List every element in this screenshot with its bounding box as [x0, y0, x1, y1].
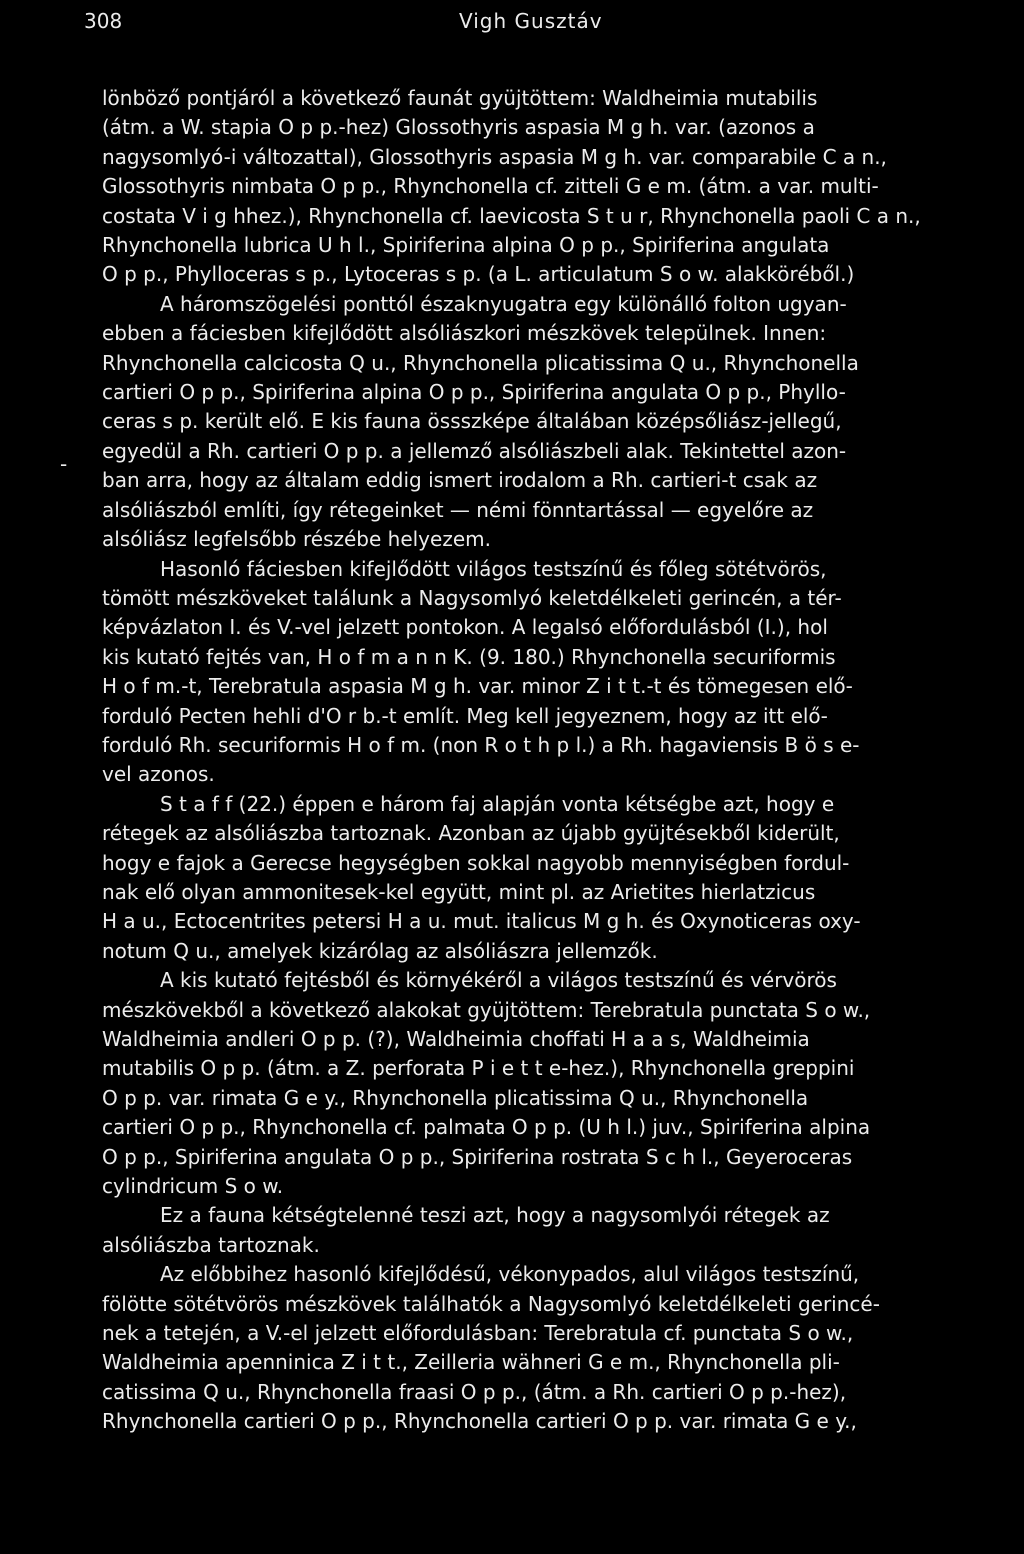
text-line: Hasonló fáciesben kifejlődött világos testszínű és főleg sötétvörös,: [160, 556, 827, 581]
text-line: alsóliászba tartoznak.: [102, 1232, 320, 1257]
text-line: képvázlaton I. és V.-vel jelzett pontokon. A legalsó előfordulásból (I.), hol: [102, 615, 828, 640]
text-line: notum Q u., amelyek kizárólag az alsóliászra jellemzők.: [102, 938, 658, 963]
text-line: ban arra, hogy az általam eddig ismert irodalom a Rh. cartieri-t csak az: [102, 468, 818, 493]
text-line: cartieri O p p., Spiriferina alpina O p p., Spiriferina angulata O p p., Phyllo-: [102, 380, 846, 405]
text-line: O p p. var. rimata G e y., Rhynchonella plicatissima Q u., Rhynchonella: [102, 1085, 809, 1110]
text-line: Rhynchonella lubrica U h l., Spiriferina alpina O p p., Spiriferina angulata: [102, 233, 830, 258]
text-line: fölötte sötétvörös mészkövek találhatók a Nagysomlyó keletdélkeleti gerincé-: [102, 1291, 880, 1316]
text-line: O p p., Spiriferina angulata O p p., Spiriferina rostrata S c h l., Geyeroceras: [102, 1144, 853, 1169]
text-line: cartieri O p p., Rhynchonella cf. palmata O p p. (U h l.) juv., Spiriferina alpina: [102, 1115, 871, 1140]
running-title: Vigh Gusztáv: [459, 9, 603, 33]
text-line: cylindricum S o w.: [102, 1174, 284, 1199]
text-line: Waldheimia andleri O p p. (?), Waldheimia choffati H a a s, Waldheimia: [102, 1027, 810, 1051]
text-line: tömött mészköveket találunk a Nagysomlyó keletdélkeleti gerincén, a tér-: [102, 585, 842, 610]
text-line: forduló Pecten hehli d'O r b.-t említ. Meg kell jegyeznem, hogy az itt elő-: [102, 703, 828, 728]
text-line: egyedül a Rh. cartieri O p p. a jellemző alsóliászbeli alak. Tekintettel azon-: [102, 438, 847, 463]
text-line: H o f m.-t, Terebratula aspasia M g h. var. minor Z i t t.-t és tömegesen elő-: [102, 674, 853, 699]
text-line: alsóliász legfelsőbb részébe helyezem.: [102, 527, 491, 552]
text-line: rétegek az alsóliászba tartoznak. Azonban az újabb gyüjtésekből kiderült,: [102, 821, 840, 846]
text-line: mészkövekből a következő alakokat gyüjtöttem: Terebratula punctata S o w.,: [102, 997, 871, 1022]
text-line: nak elő olyan ammonitesek-kel együtt, mint pl. az Arietites hierlatzicus: [102, 879, 816, 904]
text-line: A háromszögelési ponttól északnyugatra egy különálló folton ugyan-: [160, 291, 847, 316]
text-line: hogy e fajok a Gerecse hegységben sokkal nagyobb mennyiségben fordul-: [102, 850, 850, 875]
text-line: catissima Q u., Rhynchonella fraasi O p p., (átm. a Rh. cartieri O p p.-hez),: [102, 1379, 847, 1404]
text-line: A kis kutató fejtésből és környékéről a világos testszínű és vérvörös: [160, 968, 837, 993]
text-line: H a u., Ectocentrites petersi H a u. mut. italicus M g h. és Oxynoticeras oxy-: [102, 909, 861, 934]
text-line: costata V i g hhez.), Rhynchonella cf. laevicosta S t u r, Rhynchonella paoli C a n.,: [102, 203, 921, 228]
text-line: (átm. a W. stapia O p p.-hez) Glossothyris aspasia M g h. var. (azonos a: [102, 115, 815, 140]
text-line: Glossothyris nimbata O p p., Rhynchonella cf. zitteli G e m. (átm. a var. multi-: [102, 174, 879, 199]
text-line: Ez a fauna kétségtelenné teszi azt, hogy a nagysomlyói rétegek az: [160, 1203, 830, 1228]
text-line: S t a f f (22.) éppen e három faj alapján vonta kétségbe azt, hogy e: [160, 791, 835, 816]
text-line: ebben a fáciesben kifejlődött alsóliászkori mészkövek települnek. Innen:: [102, 321, 827, 346]
text-line: mutabilis O p p. (átm. a Z. perforata P i e t t e-hez.), Rhynchonella greppini: [102, 1056, 855, 1081]
text-line: Waldheimia apenninica Z i t t., Zeilleria wähneri G e m., Rhynchonella pli-: [102, 1350, 840, 1375]
body-text: [60, 84, 952, 1437]
margin-dash-mark: -: [60, 452, 68, 476]
text-line: nagysomlyó-i változattal), Glossothyris aspasia M g h. var. comparabile C a n.,: [102, 144, 887, 169]
page-number: 308: [84, 9, 123, 33]
text-line: lönböző pontjáról a következő faunát gyüjtöttem: Waldheimia mutabilis: [102, 86, 818, 110]
text-line: forduló Rh. securiformis H o f m. (non R o t h p l.) a Rh. hagaviensis B ö s e-: [102, 732, 860, 757]
text-line: Rhynchonella cartieri O p p., Rhynchonella cartieri O p p. var. rimata G e y.,: [102, 1409, 857, 1434]
text-line: ceras s p. került elő. E kis fauna össszképe általában középsőliász-jellegű,: [102, 409, 842, 434]
text-line: nek a tetején, a V.-el jelzett előfordulásban: Terebratula cf. punctata S o w.,: [102, 1321, 854, 1346]
text-line: kis kutató fejtés van, H o f m a n n K. (9. 180.) Rhynchonella securiformis: [102, 644, 836, 669]
text-line: O p p., Phylloceras s p., Lytoceras s p. (a L. articulatum S o w. alakköréből.): [102, 262, 855, 287]
page-header: [84, 6, 940, 36]
text-line: alsóliászból említi, így rétegeinket — némi fönntartással — egyelőre az: [102, 497, 814, 522]
text-line: vel azonos.: [102, 762, 215, 787]
text-line: Az előbbihez hasonló kifejlődésű, vékonypados, alul világos testszínű,: [160, 1262, 860, 1287]
text-line: Rhynchonella calcicosta Q u., Rhynchonella plicatissima Q u., Rhynchonella: [102, 350, 859, 375]
